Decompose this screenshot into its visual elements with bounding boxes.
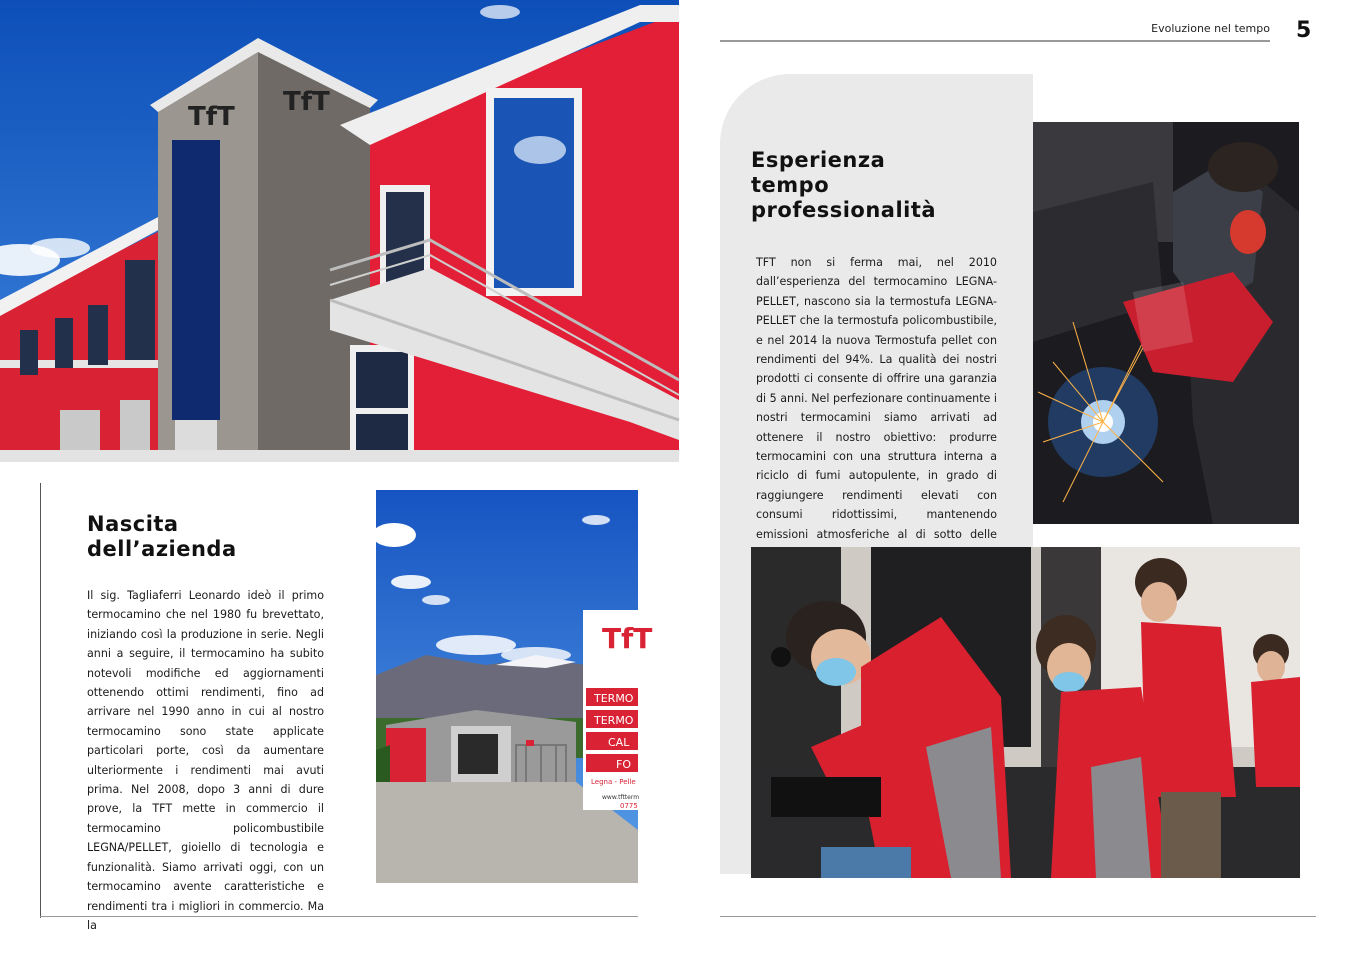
sign-phone: 0775 <box>620 802 638 810</box>
title-line: Esperienza <box>751 148 886 172</box>
esperienza-body-text: TFT non si ferma mai, nel 2010 dall’esperienza del termocamino LEGNA-PELLET, nascono sia la termostufa LEGNA-PELLET che la termostufa policombustibile, e nel 2014 la nuova Termostufa pellet con rendimenti del 94%. La qualità dei nostri prodotti ci consente di offrire una garanzia di 5 anni. Nel perfezionare continuamente i nostri termocamini siamo arrivati ad ottenere il nostro obiettivo: produrre termocamini con una struttura interna a riciclo di fumi autopulente, in grado di raggiungere rendimenti elevati con consumi ridottissimi, mantenendo emissioni atmosferiche al di sotto delle <box>756 256 997 541</box>
page-bottom-rule <box>720 916 1316 917</box>
sign-logo: TfT <box>602 622 653 655</box>
showroom-photo <box>376 490 653 883</box>
title-line: tempo <box>751 173 830 197</box>
welder-photo <box>1033 122 1299 524</box>
nascita-body-text: Il sig. Tagliaferri Leonardo ideò il primo termocamino che nel 1980 fu brevettato, iniziando così la produzione in serie. Negli anni a seguire, il termocamino ha subito notevoli modifiche ed aggiornamenti ottenendo ottimi rendimenti, fino ad arrivare nel 1990 anno in cui al nostro termocamino sono state applicate particolari porte, così da aumentare ulteriormente i rendimenti mai avuti prima. Nel 2008, dopo 3 anni di dure prove, la TFT mette in commercio il termocamino policombustibile LEGNA/PELLET, gioiello di tecnologia e funzionalità. Siamo arrivati oggi, con un termocamino avente caratteristiche e rendimenti tra i migliori in commercio. Ma la <box>87 589 324 932</box>
logo-left: TfT <box>188 102 235 132</box>
section-title-esperienza <box>751 148 1011 223</box>
title-line: dell’azienda <box>87 537 237 561</box>
logo-right: TfT <box>283 87 330 117</box>
sign-line: TERMO <box>594 692 634 705</box>
header-rule <box>720 40 1270 42</box>
headquarters-photo <box>0 0 679 462</box>
title-line: Nascita <box>87 512 179 536</box>
sign-url: www.tftterm <box>602 794 640 801</box>
running-head: Evoluzione nel tempo <box>1151 22 1270 35</box>
sign-line: CAL <box>608 736 630 749</box>
sign-line: TERMO <box>594 714 634 727</box>
workshop-photo <box>751 547 1300 878</box>
page-number: 5 <box>1296 18 1312 43</box>
page-frame-vertical-rule <box>40 483 41 918</box>
sign-footer: Legna - Pelle <box>591 778 636 786</box>
sign-line: FO <box>616 758 631 771</box>
title-line: professionalità <box>751 198 937 222</box>
section-title-nascita <box>87 512 347 562</box>
